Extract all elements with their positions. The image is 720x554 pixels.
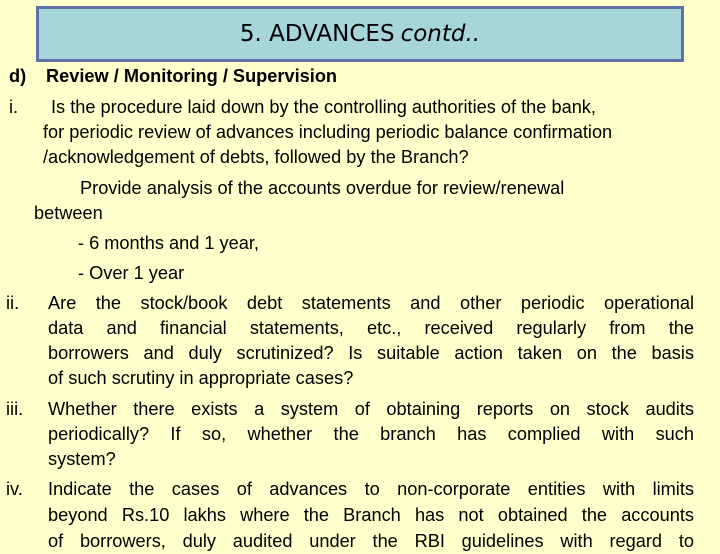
item-i-analysis-line-2: between xyxy=(34,203,103,223)
item-ii-line-4: of such scrutiny in appropriate cases? xyxy=(48,368,354,388)
item-ii-line-1: Are the stock/book debt statements and other periodic operational xyxy=(48,293,694,313)
slide-title-main: 5. ADVANCES xyxy=(239,21,395,47)
item-i-analysis-range-2: - Over 1 year xyxy=(78,263,185,283)
item-iv-line-3: of borrowers, duly audited under the RBI guidelines with regard to xyxy=(48,531,694,551)
item-iv-line-2: beyond Rs.10 lakhs where the Branch has not obtained the accounts xyxy=(48,505,694,525)
item-ii-line-2: data and financial statements, etc., received regularly from the xyxy=(48,318,694,338)
item-i-line-1: Is the procedure laid down by the controlling authorities of the bank, xyxy=(51,97,596,117)
item-iii-line-3: system? xyxy=(48,449,116,469)
item-i-analysis-line-1: Provide analysis of the accounts overdue for review/renewal xyxy=(80,178,565,198)
item-i-marker: i. xyxy=(9,97,19,117)
item-ii-marker: ii. xyxy=(6,293,20,313)
item-i-line-2: for periodic review of advances including periodic balance confirmation xyxy=(43,122,613,142)
slide-title xyxy=(36,6,684,62)
item-iii-line-2: periodically? If so, whether the branch has complied with such xyxy=(48,424,694,444)
item-iv-line-1: Indicate the cases of advances to non-corporate entities with limits xyxy=(48,479,694,499)
item-iii-line-1: Whether there exists a system of obtaining reports on stock audits xyxy=(48,399,694,419)
section-heading: Review / Monitoring / Supervision xyxy=(46,66,338,86)
item-ii-line-3: borrowers and duly scrutinized? Is suitable action taken on the basis xyxy=(48,343,694,363)
item-iii-marker: iii. xyxy=(6,399,24,419)
slide-title-contd: contd.. xyxy=(400,21,481,47)
item-iv-marker: iv. xyxy=(6,479,23,499)
section-marker: d) xyxy=(9,66,27,86)
item-i-line-3: /acknowledgement of debts, followed by the Branch? xyxy=(43,147,469,167)
item-i-analysis-range-1: - 6 months and 1 year, xyxy=(78,233,259,253)
